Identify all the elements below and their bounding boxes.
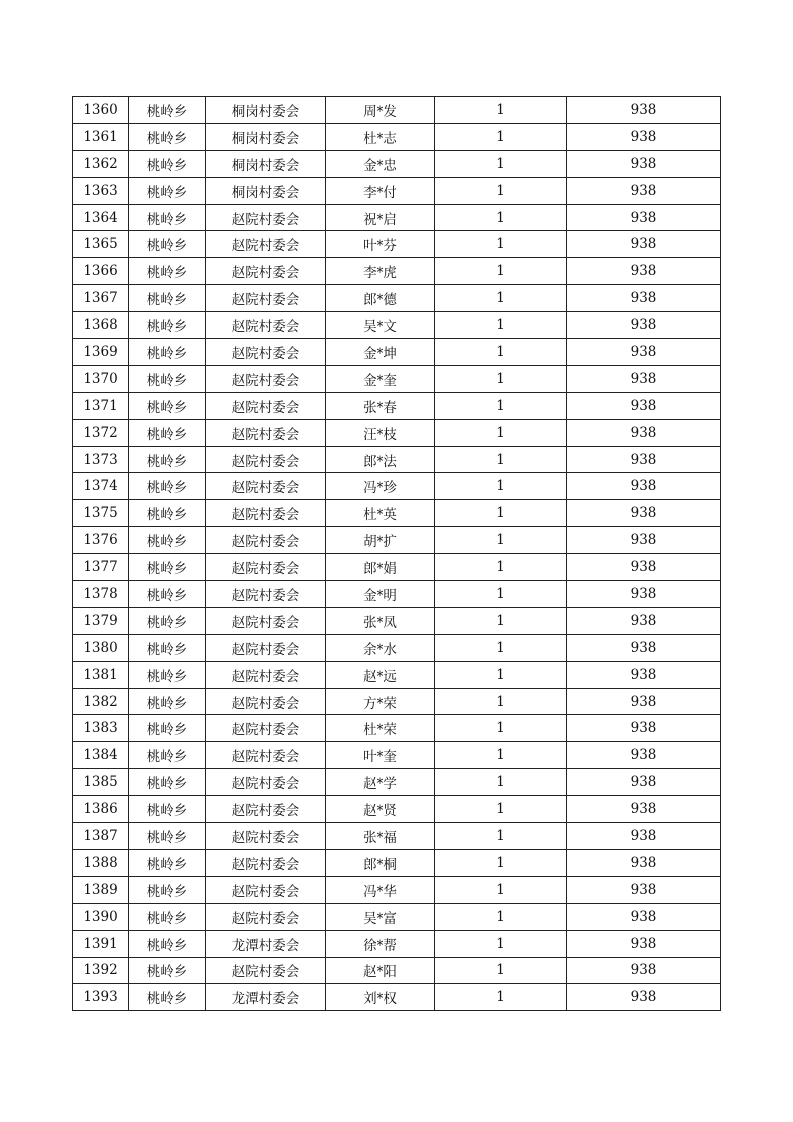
cell-village-committee: 赵院村委会: [206, 392, 326, 419]
cell-count: 1: [435, 97, 567, 124]
cell-count: 1: [435, 231, 567, 258]
cell-count: 1: [435, 365, 567, 392]
table-row: [73, 150, 721, 177]
table-row: [73, 473, 721, 500]
cell-serial-number: 1372: [73, 419, 129, 446]
cell-person-name: 冯*华: [326, 876, 435, 903]
cell-serial-number: 1389: [73, 876, 129, 903]
cell-village-committee: 赵院村委会: [206, 258, 326, 285]
cell-township: 桃岭乡: [129, 903, 206, 930]
cell-village-committee: 赵院村委会: [206, 204, 326, 231]
cell-village-committee: 赵院村委会: [206, 796, 326, 823]
cell-count: 1: [435, 903, 567, 930]
cell-amount: 938: [567, 715, 721, 742]
table-row: [73, 123, 721, 150]
cell-township: 桃岭乡: [129, 849, 206, 876]
cell-village-committee: 桐岗村委会: [206, 97, 326, 124]
cell-count: 1: [435, 984, 567, 1011]
cell-amount: 938: [567, 823, 721, 850]
cell-serial-number: 1387: [73, 823, 129, 850]
cell-village-committee: 赵院村委会: [206, 500, 326, 527]
cell-village-committee: 赵院村委会: [206, 419, 326, 446]
cell-serial-number: 1370: [73, 365, 129, 392]
cell-serial-number: 1366: [73, 258, 129, 285]
cell-amount: 938: [567, 688, 721, 715]
roster-table-body: [73, 97, 721, 1011]
cell-village-committee: 赵院村委会: [206, 823, 326, 850]
cell-village-committee: 赵院村委会: [206, 957, 326, 984]
cell-serial-number: 1380: [73, 634, 129, 661]
cell-township: 桃岭乡: [129, 607, 206, 634]
cell-amount: 938: [567, 796, 721, 823]
cell-person-name: 叶*奎: [326, 742, 435, 769]
table-row: [73, 581, 721, 608]
cell-person-name: 叶*芬: [326, 231, 435, 258]
cell-village-committee: 赵院村委会: [206, 634, 326, 661]
cell-village-committee: 赵院村委会: [206, 903, 326, 930]
table-row: [73, 634, 721, 661]
cell-village-committee: 赵院村委会: [206, 312, 326, 339]
cell-count: 1: [435, 285, 567, 312]
cell-serial-number: 1371: [73, 392, 129, 419]
cell-township: 桃岭乡: [129, 97, 206, 124]
cell-village-committee: 赵院村委会: [206, 473, 326, 500]
cell-person-name: 郎*娟: [326, 554, 435, 581]
table-row: [73, 365, 721, 392]
cell-serial-number: 1388: [73, 849, 129, 876]
cell-count: 1: [435, 957, 567, 984]
cell-count: 1: [435, 123, 567, 150]
cell-township: 桃岭乡: [129, 500, 206, 527]
cell-amount: 938: [567, 392, 721, 419]
cell-village-committee: 赵院村委会: [206, 339, 326, 366]
table-row: [73, 419, 721, 446]
table-row: [73, 97, 721, 124]
table-row: [73, 607, 721, 634]
cell-amount: 938: [567, 554, 721, 581]
cell-township: 桃岭乡: [129, 876, 206, 903]
cell-amount: 938: [567, 984, 721, 1011]
cell-count: 1: [435, 742, 567, 769]
cell-count: 1: [435, 796, 567, 823]
cell-village-committee: 赵院村委会: [206, 742, 326, 769]
table-row: [73, 500, 721, 527]
cell-amount: 938: [567, 365, 721, 392]
cell-serial-number: 1390: [73, 903, 129, 930]
cell-village-committee: 龙潭村委会: [206, 984, 326, 1011]
cell-village-committee: 赵院村委会: [206, 769, 326, 796]
cell-serial-number: 1363: [73, 177, 129, 204]
cell-count: 1: [435, 688, 567, 715]
cell-person-name: 赵*学: [326, 769, 435, 796]
table-row: [73, 688, 721, 715]
cell-count: 1: [435, 177, 567, 204]
cell-township: 桃岭乡: [129, 150, 206, 177]
cell-person-name: 张*福: [326, 823, 435, 850]
cell-village-committee: 桐岗村委会: [206, 150, 326, 177]
cell-village-committee: 赵院村委会: [206, 285, 326, 312]
cell-township: 桃岭乡: [129, 446, 206, 473]
cell-village-committee: 赵院村委会: [206, 876, 326, 903]
cell-person-name: 郎*桐: [326, 849, 435, 876]
cell-person-name: 赵*贤: [326, 796, 435, 823]
cell-village-committee: 赵院村委会: [206, 661, 326, 688]
cell-serial-number: 1373: [73, 446, 129, 473]
cell-count: 1: [435, 823, 567, 850]
table-row: [73, 769, 721, 796]
cell-village-committee: 赵院村委会: [206, 365, 326, 392]
cell-person-name: 刘*权: [326, 984, 435, 1011]
cell-person-name: 金*忠: [326, 150, 435, 177]
cell-person-name: 郎*法: [326, 446, 435, 473]
table-row: [73, 258, 721, 285]
cell-person-name: 金*坤: [326, 339, 435, 366]
cell-village-committee: 赵院村委会: [206, 849, 326, 876]
cell-serial-number: 1374: [73, 473, 129, 500]
cell-serial-number: 1364: [73, 204, 129, 231]
table-row: [73, 930, 721, 957]
cell-amount: 938: [567, 849, 721, 876]
cell-village-committee: 赵院村委会: [206, 581, 326, 608]
cell-township: 桃岭乡: [129, 123, 206, 150]
cell-township: 桃岭乡: [129, 204, 206, 231]
cell-township: 桃岭乡: [129, 688, 206, 715]
cell-serial-number: 1362: [73, 150, 129, 177]
cell-village-committee: 赵院村委会: [206, 527, 326, 554]
cell-township: 桃岭乡: [129, 339, 206, 366]
cell-count: 1: [435, 607, 567, 634]
cell-serial-number: 1385: [73, 769, 129, 796]
cell-person-name: 金*明: [326, 581, 435, 608]
cell-count: 1: [435, 527, 567, 554]
cell-count: 1: [435, 392, 567, 419]
table-row: [73, 849, 721, 876]
cell-amount: 938: [567, 634, 721, 661]
table-row: [73, 392, 721, 419]
table-row: [73, 204, 721, 231]
cell-serial-number: 1375: [73, 500, 129, 527]
cell-serial-number: 1365: [73, 231, 129, 258]
cell-village-committee: 赵院村委会: [206, 688, 326, 715]
cell-township: 桃岭乡: [129, 823, 206, 850]
cell-serial-number: 1379: [73, 607, 129, 634]
cell-township: 桃岭乡: [129, 258, 206, 285]
cell-village-committee: 赵院村委会: [206, 554, 326, 581]
cell-serial-number: 1381: [73, 661, 129, 688]
cell-serial-number: 1377: [73, 554, 129, 581]
cell-amount: 938: [567, 150, 721, 177]
cell-township: 桃岭乡: [129, 231, 206, 258]
cell-amount: 938: [567, 204, 721, 231]
cell-count: 1: [435, 876, 567, 903]
cell-count: 1: [435, 500, 567, 527]
cell-amount: 938: [567, 97, 721, 124]
cell-township: 桃岭乡: [129, 742, 206, 769]
cell-amount: 938: [567, 285, 721, 312]
cell-township: 桃岭乡: [129, 957, 206, 984]
cell-count: 1: [435, 715, 567, 742]
table-row: [73, 231, 721, 258]
cell-amount: 938: [567, 527, 721, 554]
cell-person-name: 祝*启: [326, 204, 435, 231]
cell-township: 桃岭乡: [129, 527, 206, 554]
table-row: [73, 446, 721, 473]
cell-person-name: 李*付: [326, 177, 435, 204]
cell-village-committee: 赵院村委会: [206, 446, 326, 473]
table-row: [73, 742, 721, 769]
cell-amount: 938: [567, 500, 721, 527]
cell-amount: 938: [567, 903, 721, 930]
cell-township: 桃岭乡: [129, 392, 206, 419]
cell-township: 桃岭乡: [129, 930, 206, 957]
cell-count: 1: [435, 446, 567, 473]
cell-person-name: 徐*帮: [326, 930, 435, 957]
cell-amount: 938: [567, 419, 721, 446]
cell-township: 桃岭乡: [129, 177, 206, 204]
cell-person-name: 郎*德: [326, 285, 435, 312]
cell-township: 桃岭乡: [129, 419, 206, 446]
cell-township: 桃岭乡: [129, 634, 206, 661]
roster-table: [72, 96, 721, 1011]
cell-amount: 938: [567, 231, 721, 258]
cell-serial-number: 1392: [73, 957, 129, 984]
cell-township: 桃岭乡: [129, 312, 206, 339]
cell-amount: 938: [567, 661, 721, 688]
cell-amount: 938: [567, 769, 721, 796]
cell-count: 1: [435, 930, 567, 957]
cell-amount: 938: [567, 312, 721, 339]
cell-amount: 938: [567, 742, 721, 769]
cell-person-name: 杜*志: [326, 123, 435, 150]
cell-township: 桃岭乡: [129, 984, 206, 1011]
cell-count: 1: [435, 634, 567, 661]
cell-person-name: 杜*英: [326, 500, 435, 527]
cell-amount: 938: [567, 258, 721, 285]
cell-serial-number: 1369: [73, 339, 129, 366]
cell-person-name: 汪*枝: [326, 419, 435, 446]
cell-serial-number: 1384: [73, 742, 129, 769]
cell-person-name: 吴*富: [326, 903, 435, 930]
cell-serial-number: 1361: [73, 123, 129, 150]
cell-amount: 938: [567, 123, 721, 150]
table-row: [73, 339, 721, 366]
cell-person-name: 胡*扩: [326, 527, 435, 554]
cell-person-name: 周*发: [326, 97, 435, 124]
cell-person-name: 张*凤: [326, 607, 435, 634]
cell-person-name: 张*春: [326, 392, 435, 419]
cell-serial-number: 1391: [73, 930, 129, 957]
cell-serial-number: 1367: [73, 285, 129, 312]
cell-count: 1: [435, 473, 567, 500]
cell-count: 1: [435, 581, 567, 608]
cell-village-committee: 赵院村委会: [206, 607, 326, 634]
cell-amount: 938: [567, 876, 721, 903]
cell-amount: 938: [567, 581, 721, 608]
cell-amount: 938: [567, 607, 721, 634]
cell-village-committee: 桐岗村委会: [206, 123, 326, 150]
cell-amount: 938: [567, 473, 721, 500]
cell-count: 1: [435, 554, 567, 581]
cell-count: 1: [435, 339, 567, 366]
cell-serial-number: 1382: [73, 688, 129, 715]
cell-person-name: 杜*荣: [326, 715, 435, 742]
table-row: [73, 285, 721, 312]
table-row: [73, 984, 721, 1011]
cell-person-name: 方*荣: [326, 688, 435, 715]
table-row: [73, 312, 721, 339]
cell-township: 桃岭乡: [129, 769, 206, 796]
cell-township: 桃岭乡: [129, 473, 206, 500]
cell-serial-number: 1360: [73, 97, 129, 124]
table-row: [73, 554, 721, 581]
cell-amount: 938: [567, 339, 721, 366]
cell-count: 1: [435, 312, 567, 339]
cell-serial-number: 1386: [73, 796, 129, 823]
cell-count: 1: [435, 769, 567, 796]
cell-serial-number: 1383: [73, 715, 129, 742]
cell-count: 1: [435, 661, 567, 688]
cell-village-committee: 龙潭村委会: [206, 930, 326, 957]
cell-person-name: 金*奎: [326, 365, 435, 392]
table-row: [73, 876, 721, 903]
cell-township: 桃岭乡: [129, 661, 206, 688]
cell-serial-number: 1376: [73, 527, 129, 554]
cell-township: 桃岭乡: [129, 554, 206, 581]
cell-person-name: 吴*文: [326, 312, 435, 339]
cell-township: 桃岭乡: [129, 365, 206, 392]
cell-township: 桃岭乡: [129, 796, 206, 823]
cell-village-committee: 赵院村委会: [206, 715, 326, 742]
cell-amount: 938: [567, 177, 721, 204]
cell-count: 1: [435, 419, 567, 446]
table-row: [73, 177, 721, 204]
cell-township: 桃岭乡: [129, 715, 206, 742]
table-row: [73, 903, 721, 930]
cell-amount: 938: [567, 930, 721, 957]
cell-count: 1: [435, 258, 567, 285]
table-row: [73, 661, 721, 688]
cell-village-committee: 赵院村委会: [206, 231, 326, 258]
table-row: [73, 957, 721, 984]
cell-count: 1: [435, 150, 567, 177]
cell-township: 桃岭乡: [129, 285, 206, 312]
cell-person-name: 李*虎: [326, 258, 435, 285]
cell-person-name: 冯*珍: [326, 473, 435, 500]
cell-count: 1: [435, 849, 567, 876]
cell-village-committee: 桐岗村委会: [206, 177, 326, 204]
cell-serial-number: 1378: [73, 581, 129, 608]
table-row: [73, 527, 721, 554]
table-row: [73, 823, 721, 850]
table-row: [73, 796, 721, 823]
cell-amount: 938: [567, 446, 721, 473]
cell-township: 桃岭乡: [129, 581, 206, 608]
cell-person-name: 赵*阳: [326, 957, 435, 984]
cell-serial-number: 1368: [73, 312, 129, 339]
cell-person-name: 余*水: [326, 634, 435, 661]
cell-count: 1: [435, 204, 567, 231]
cell-person-name: 赵*远: [326, 661, 435, 688]
cell-amount: 938: [567, 957, 721, 984]
table-row: [73, 715, 721, 742]
cell-serial-number: 1393: [73, 984, 129, 1011]
